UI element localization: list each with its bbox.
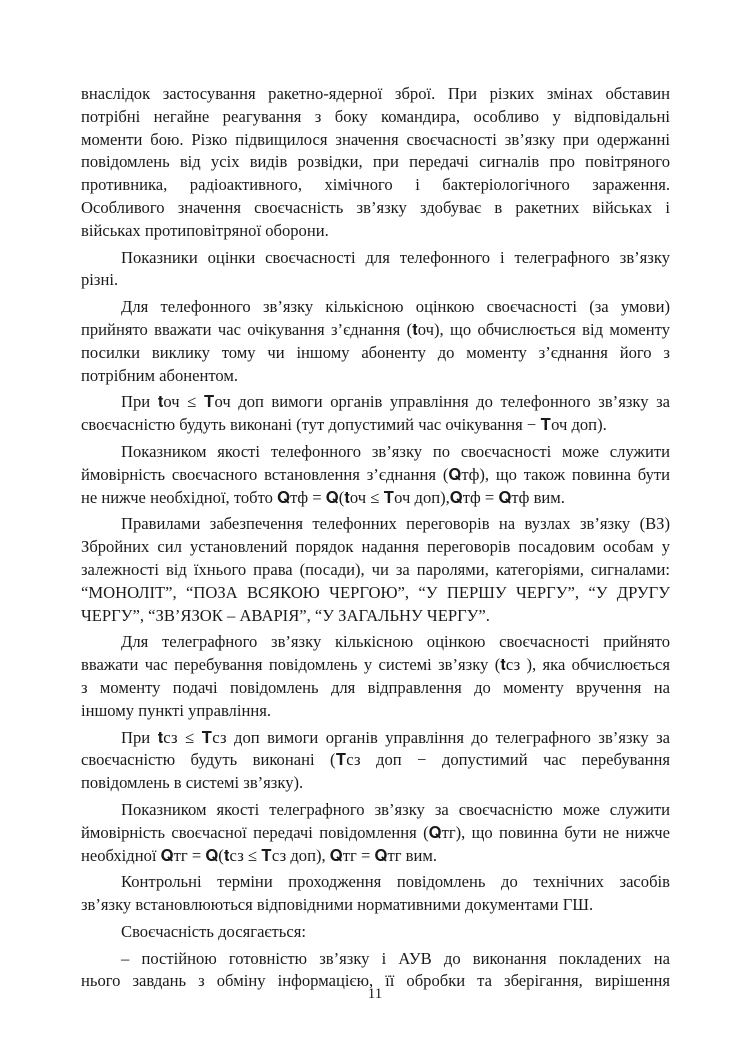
text-line: потрібні негайне реагування з боку командира, особливо у відповідальні [81,106,670,126]
text-line: вважати час перебування повідомлень у системі зв’язку (𝐭сз ), яка обчислюється [81,655,670,675]
text-line: нього завдань з обміну інформацією, її обробки та зберігання, вирішення [81,971,670,991]
text-line: Своєчасність досягається: [121,921,306,941]
text-line: ймовірність своєчасного встановлення з’єднання (𝐐тф), що також повинна бути [81,464,670,484]
text-line: з моменту подачі повідомлень для відправлення до моменту вручення на [81,677,670,697]
text-line: повідомлень від усіх видів розвідки, при передачі сигналів про повітряного [81,152,670,172]
text-line: військах протиповітряної оборони. [81,220,329,240]
text-line: необхідної 𝐐тг = 𝐐(𝐭сз ≤ 𝐓сз доп), 𝐐тг = 𝐐тг вим. [81,845,438,865]
text-line: ЧЕРГУ”, “ЗВ’ЯЗОК – АВАРІЯ”, “У ЗАГАЛЬНУ ЧЕРГУ”. [81,605,490,625]
text-line: – постійною готовністю зв’язку і АУВ до виконання покладених на [121,948,670,968]
text-line: різні. [81,270,119,290]
text-line: повідомлень в системі зв’язку). [81,773,304,793]
text-line: залежності від їхнього права (посади), чи за паролями, категоріями, сигналами: [81,559,670,579]
text-line: моменти бою. Різко підвищилося значення своєчасності зв’язку при одержанні [81,129,670,149]
text-line: “МОНОЛІТ”, “ПОЗА ВСЯКОЮ ЧЕРГОЮ”, “У ПЕРШУ ЧЕРГУ”, “У ДРУГУ [81,582,670,602]
text-line: внаслідок застосування ракетно-ядерної зброї. При різких змінах обставин [81,84,670,103]
text-line: прийнято вважати час очікування з’єднання (𝐭оч), що обчислюється від моменту [81,319,670,339]
text-line: Для телеграфного зв’язку кількісною оцінкою своєчасності прийнято [121,632,670,652]
text-line: Особливого значення своєчасність зв’язку здобуває в ракетних військах і [81,197,670,217]
text-line: Показники оцінки своєчасності для телефонного і телеграфного зв’язку [121,247,670,267]
text-line: ймовірність своєчасної передачі повідомлення (𝐐тг), що повинна бути не нижче [81,822,670,842]
text-line: При 𝐭оч ≤ 𝐓оч доп вимоги органів управління до телефонного зв’язку за [121,392,670,412]
text-line: посилки виклику тому чи іншому абоненту до моменту з’єднання його з [81,342,670,362]
page-number: 11 [367,986,383,1002]
text-line: зв’язку встановлюються відповідними нормативними документами ГШ. [81,895,594,915]
text-line: не нижче необхідної, тобто 𝐐тф = 𝐐(𝐭оч ≤ 𝐓оч доп),𝐐тф = 𝐐тф вим. [81,487,565,507]
text-line: При 𝐭сз ≤ 𝐓сз доп вимоги органів управління до телеграфного зв’язку за [121,727,670,747]
text-line: потрібним абонентом. [81,365,239,385]
text-line: Збройних сил установлений порядок надання переговорів посадовим особам у [81,537,670,557]
text-line: своєчасністю будуть виконані (𝐓сз доп − допустимий час перебування [81,750,670,770]
text-line: своєчасністю будуть виконані (тут допустимий час очікування − 𝐓оч доп). [81,415,607,435]
body-text [81,83,670,993]
text-line: Для телефонного зв’язку кількісною оцінкою своєчасності (за умови) [121,297,670,317]
text-line: Правилами забезпечення телефонних переговорів на вузлах зв’язку (ВЗ) [121,514,670,534]
text-line: Контрольні терміни проходження повідомлень до технічних засобів [121,872,670,892]
text-line: іншому пункті управління. [81,700,271,720]
text-line: Показником якості телеграфного зв’язку за своєчасністю може служити [121,799,670,819]
text-line: противника, радіоактивного, хімічного і бактеріологічного зараження. [81,175,670,195]
text-line: Показником якості телефонного зв’язку по своєчасності може служити [121,441,670,461]
